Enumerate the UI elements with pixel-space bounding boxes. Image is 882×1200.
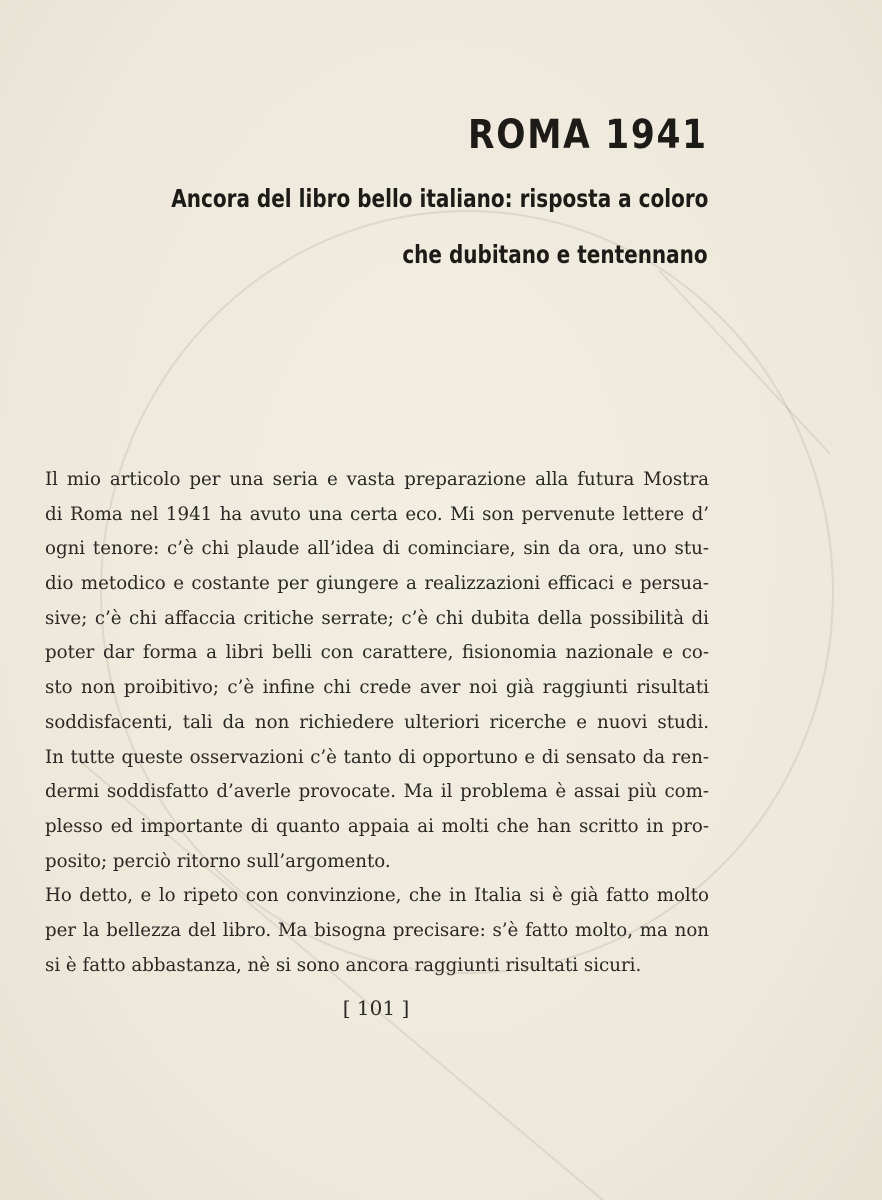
body-line: sive; c’è chi affaccia critiche serrate; c’è chi dubita della possibilità di [45,607,709,629]
article-body [45,463,709,983]
subtitle-line-1: Ancora del libro bello italiano: risposta a coloro [170,184,708,213]
body-line: ogni tenore: c’è chi plaude all’idea di cominciare, sin da ora, uno stu- [45,538,709,560]
body-line: si è fatto abbastanza, nè si sono ancora raggiunti risultati sicuri. [45,954,642,976]
body-line: poter dar forma a libri belli con carattere, fisionomia nazionale e co- [45,642,709,664]
body-line: dermi soddisfatto d’averle provocate. Ma il problema è assai più com- [45,781,709,803]
page-number: [ 101 ] [342,996,410,1020]
body-line: Il mio articolo per una seria e vasta preparazione alla futura Mostra [45,469,709,490]
page-title: ROMA 1941 [468,112,708,158]
body-line: Ho detto, e lo ripeto con convinzione, che in Italia si è già fatto molto [45,885,709,907]
body-line: sto non proibitivo; c’è infine chi crede aver noi già raggiunti risultati [45,677,709,699]
subtitle-line-2: che dubitano e tentennano [402,240,708,269]
body-line: per la bellezza del libro. Ma bisogna precisare: s’è fatto molto, ma non [45,919,709,941]
body-line: soddisfacenti, tali da non richiedere ulteriori ricerche e nuovi studi. [45,711,709,733]
body-line: plesso ed importante di quanto appaia ai molti che han scritto in pro- [45,815,709,837]
body-line: In tutte queste osservazioni c’è tanto di opportuno e di sensato da ren- [45,746,709,768]
body-line: dio metodico e costante per giungere a realizzazioni efficaci e persua- [45,573,709,595]
body-line: posito; perciò ritorno sull’argomento. [45,850,391,872]
body-line: di Roma nel 1941 ha avuto una certa eco. Mi son pervenute lettere d’ [45,503,709,525]
